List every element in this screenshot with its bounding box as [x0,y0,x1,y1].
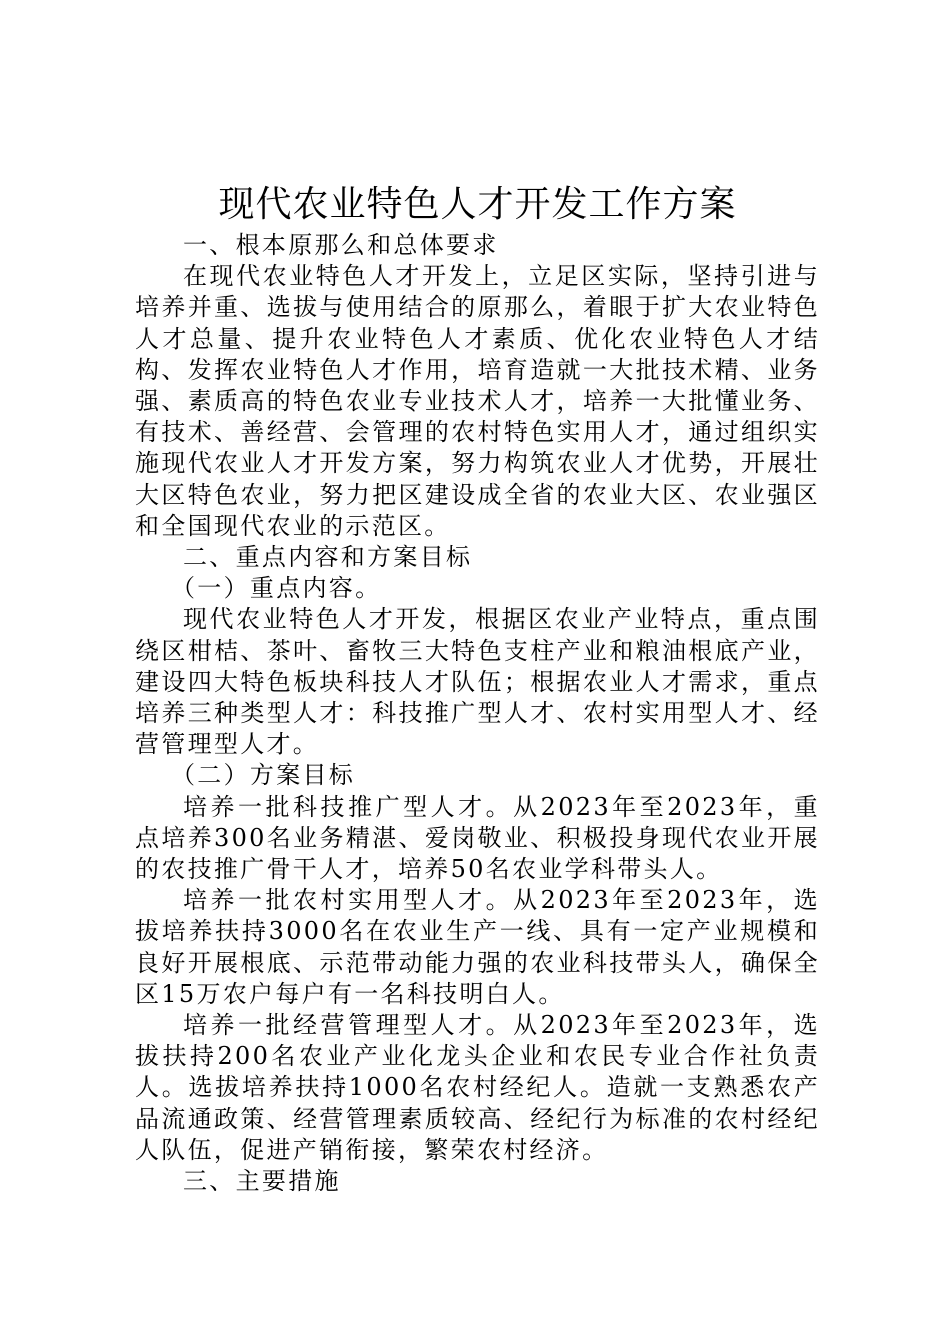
document-title: 现代农业特色人才开发工作方案 [218,184,737,225]
paragraph-key-content: 现代农业特色人才开发，根据区农业产业特点，重点围绕区柑桔、茶叶、畜牧三大特色支柱产业和粮油根底产业，建设四大特色板块科技人才队伍；根据农业人才需求，重点培养三种类型人才：科技推广型人才、农村实用型人才、经营管理型人才。 [135,605,820,759]
section-heading-1: 一、根本原那么和总体要求 [183,231,499,259]
subsection-heading-1: （一）重点内容。 [171,574,382,603]
paragraph-management-talent: 培养一批经营管理型人才。从2023年至2023年，选拔扶持200名农业产业化龙头企业和农民专业合作社负责人。选拔培养扶持1000名农村经纪人。造就一支熟悉农产品流通政策、经营管理素质较高、经纪行为标准的农村经纪人队伍，促进产销衔接，繁荣农村经济。 [135,1011,820,1164]
paragraph-practical-talent: 培养一批农村实用型人才。从2023年至2023年，选拔培养扶持3000名在农业生产一线、具有一定产业规模和良好开展根底、示范带动能力强的农业科技带头人，确保全区15万农户每户有一名科技明白人。 [135,886,820,1008]
document-page [135,180,820,1197]
paragraph-principles: 在现代农业特色人才开发上，立足区实际，坚持引进与培养并重、选拔与使用结合的原那么，着眼于扩大农业特色人才总量、提升农业特色人才素质、优化农业特色人才结构、发挥农业特色人才作用，培育造就一大批技术精、业务强、素质高的特色农业专业技术人才，培养一大批懂业务、有技术、善经营、会管理的农村特色实用人才，通过组织实施现代农业人才开发方案，努力构筑农业人才优势，开展壮大区特色农业，努力把区建设成全省的农业大区、农业强区和全国现代农业的示范区。 [135,262,820,540]
section-heading-2: 二、重点内容和方案目标 [183,543,473,572]
subsection-heading-2: （二）方案目标 [171,761,356,790]
paragraph-tech-talent: 培养一批科技推广型人才。从2023年至2023年，重点培养300名业务精湛、爱岗敬业、积极投身现代农业开展的农技推广骨干人才，培养50名农业学科带头人。 [135,792,820,884]
section-heading-3: 三、主要措施 [183,1167,341,1196]
